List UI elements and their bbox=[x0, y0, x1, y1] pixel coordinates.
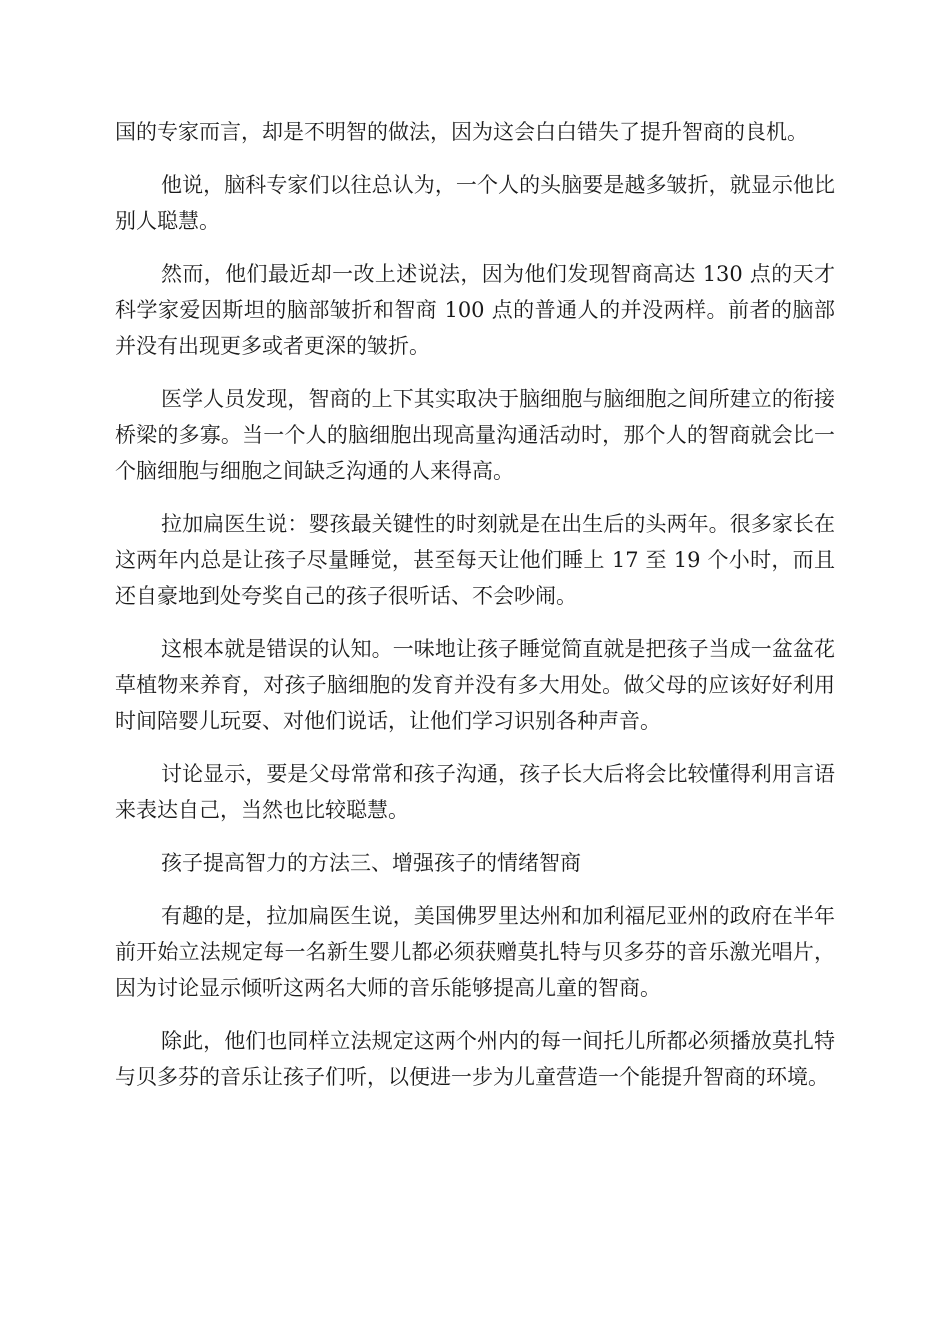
paragraph-infant-sleep: 拉加扁医生说：婴孩最关键性的时刻就是在出生后的头两年。很多家长在这两年内总是让孩子尽量睡觉，甚至每天让他们睡上 17 至 19 个小时，而且还自豪地到处夸奖自己的孩子很听话、不会吵闹。 bbox=[115, 512, 835, 608]
paragraph-nursery-music: 除此，他们也同样立法规定这两个州内的每一间托儿所都必须播放莫扎特与贝多芬的音乐让孩子们听，以便进一步为儿童营造一个能提升智商的环境。 bbox=[115, 1029, 835, 1089]
section-heading-method-three: 孩子提高智力的方法三、增强孩子的情绪智商 bbox=[161, 851, 581, 875]
paragraph-communication: 讨论显示，要是父母常常和孩子沟通，孩子长大后将会比较懂得利用言语来表达自己，当然也比较聪慧。 bbox=[115, 762, 835, 822]
paragraph-continuation: 国的专家而言，却是不明智的做法，因为这会白白错失了提升智商的良机。 bbox=[115, 120, 808, 144]
paragraph-wrong-belief: 这根本就是错误的认知。一味地让孩子睡觉简直就是把孩子当成一盆盆花草植物来养育，对孩子脑细胞的发育并没有多大用处。做父母的应该好好利用时间陪婴儿玩耍、对他们说话，让他们学习识别各种声音。 bbox=[115, 637, 835, 733]
paragraph-einstein: 然而，他们最近却一改上述说法，因为他们发现智商高达 130 点的天才科学家爱因斯坦的脑部皱折和智商 100 点的普通人的并没两样。前者的脑部并没有出现更多或者更深的皱折。 bbox=[115, 262, 835, 358]
paragraph-brain-folds: 他说，脑科专家们以往总认为，一个人的头脑要是越多皱折，就显示他比别人聪慧。 bbox=[115, 173, 835, 233]
paragraph-music-law: 有趣的是，拉加扁医生说，美国佛罗里达州和加利福尼亚州的政府在半年前开始立法规定每一名新生婴儿都必须获赠莫扎特与贝多芬的音乐激光唱片，因为讨论显示倾听这两名大师的音乐能够提高儿童的智商。 bbox=[115, 904, 835, 1000]
paragraph-brain-cells: 医学人员发现，智商的上下其实取决于脑细胞与脑细胞之间所建立的衔接桥梁的多寡。当一个人的脑细胞出现高量沟通活动时，那个人的智商就会比一个脑细胞与细胞之间缺乏沟通的人来得高。 bbox=[115, 387, 835, 483]
document-body bbox=[115, 114, 835, 1112]
